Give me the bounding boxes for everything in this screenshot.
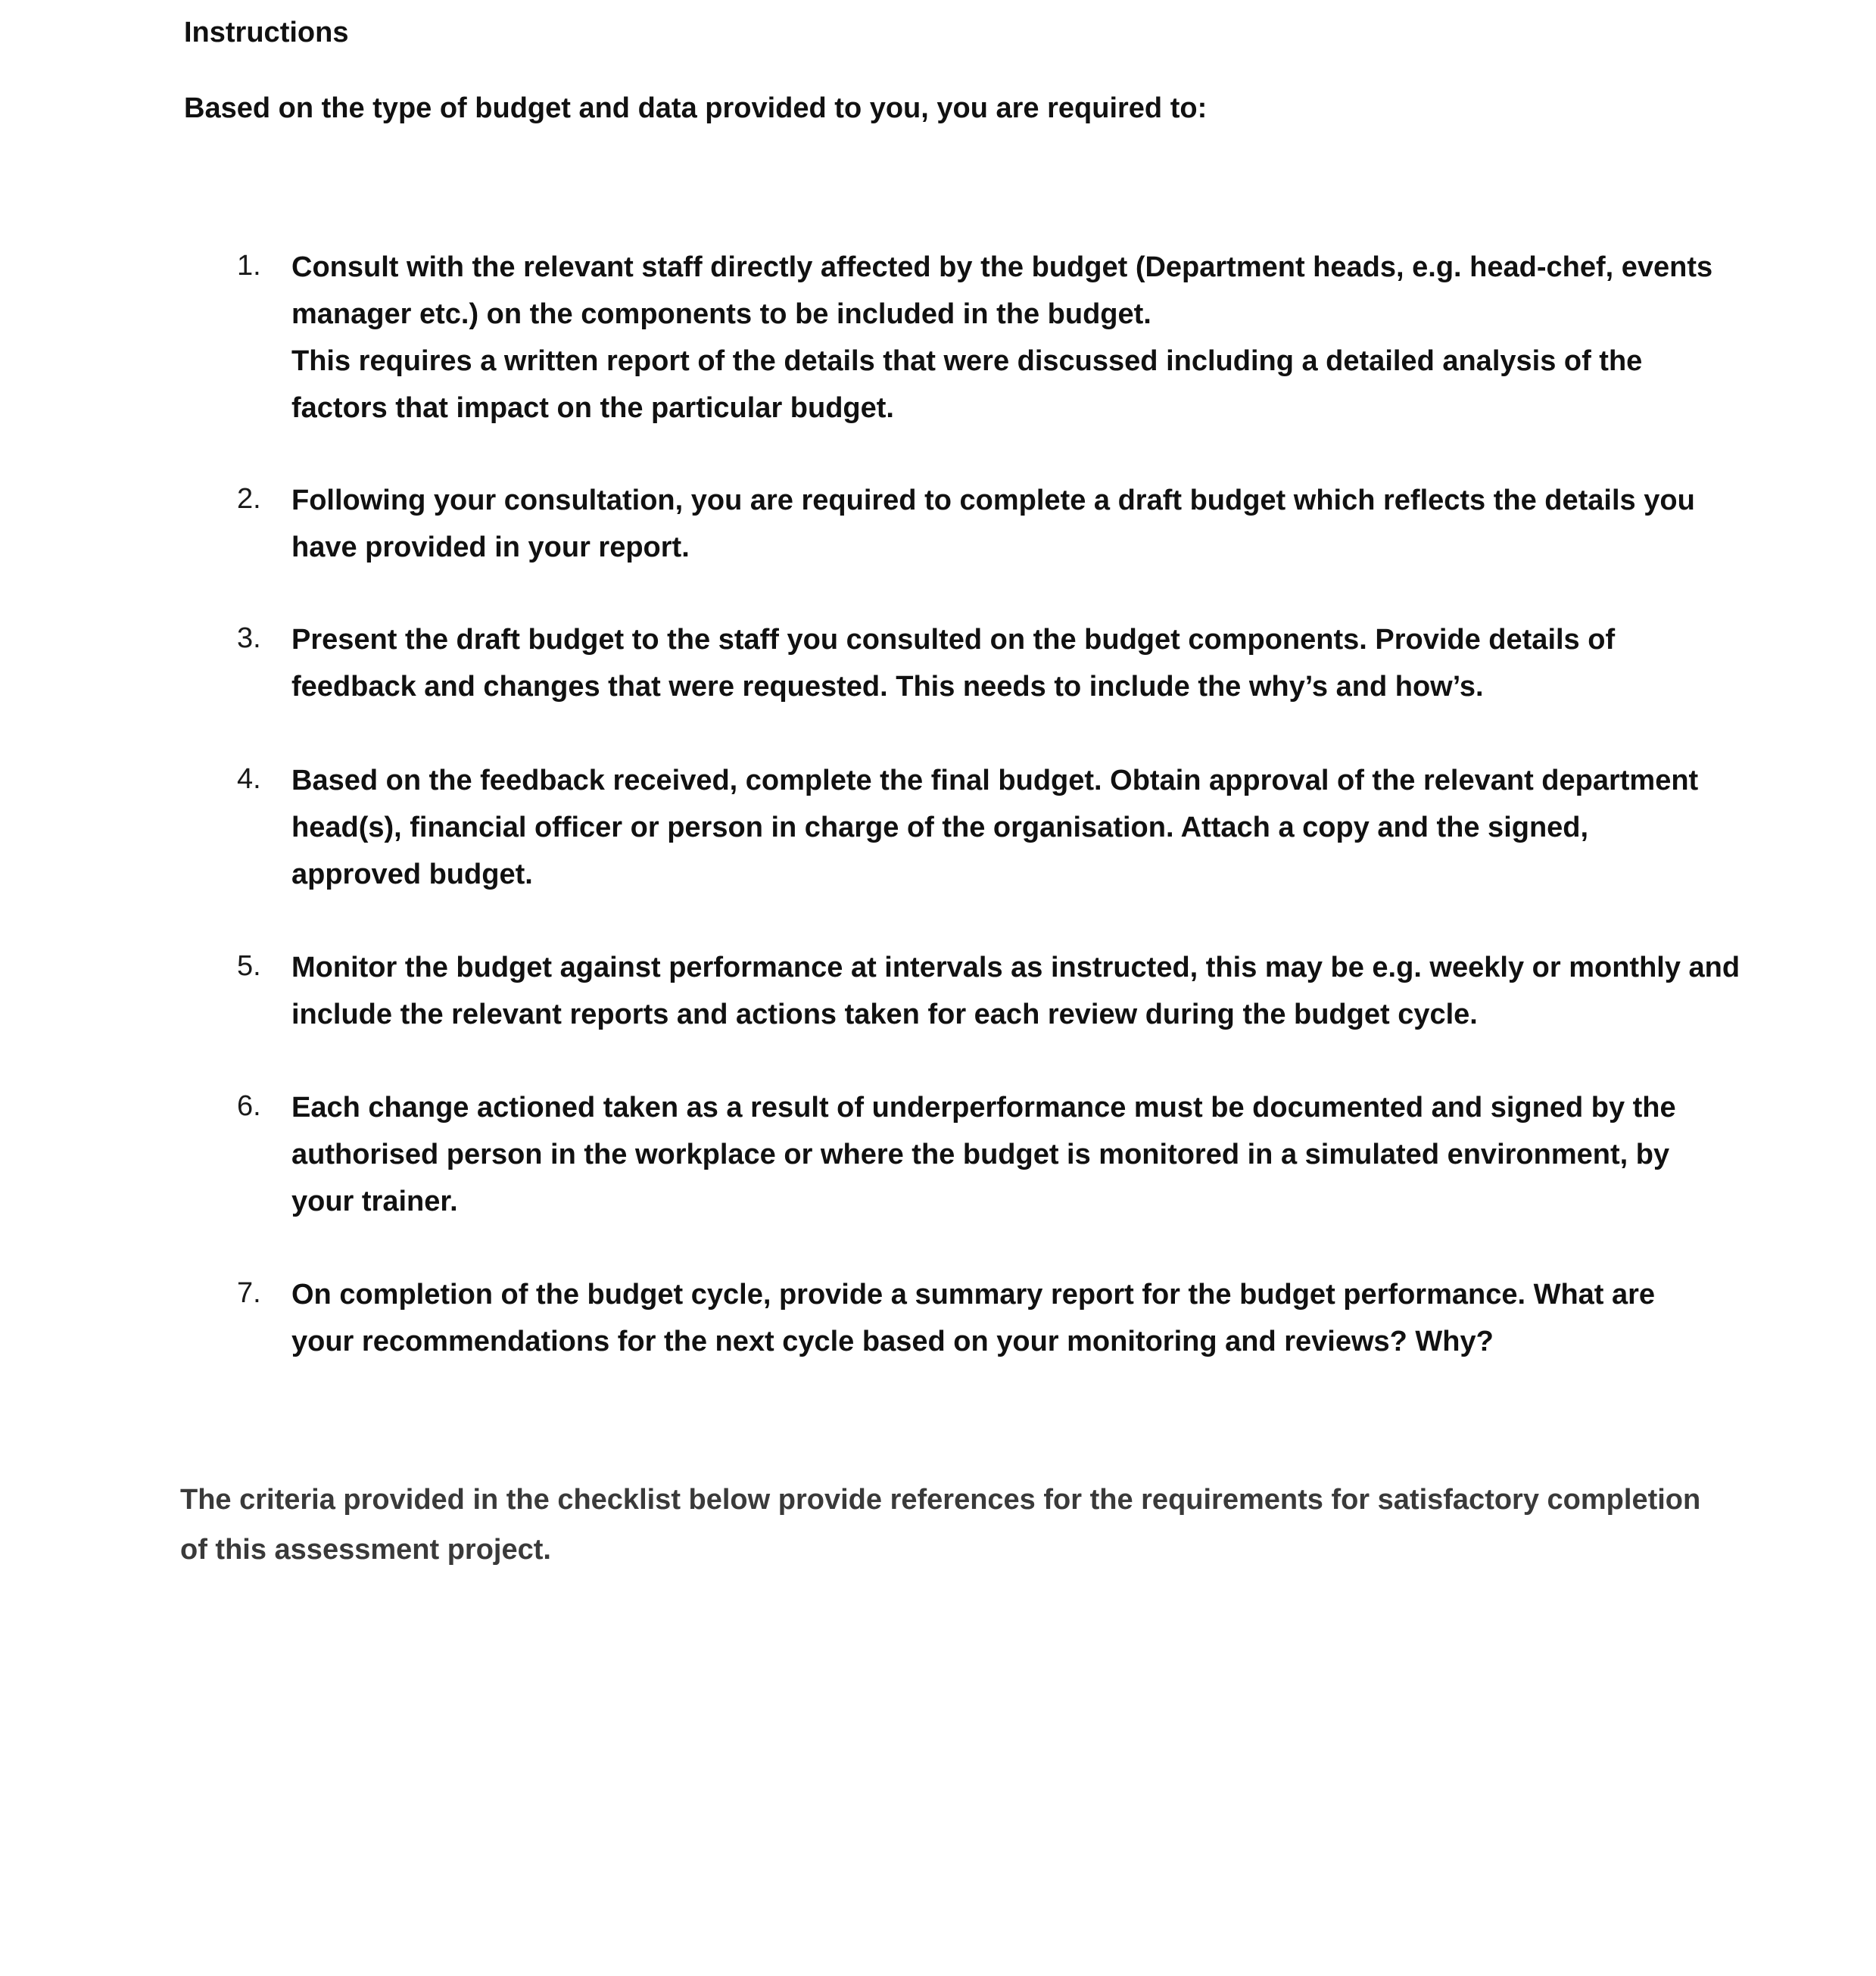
list-item-paragraph: Following your consultation, you are required to complete a draft budget which reflects the details you have provided in your report.: [291, 485, 1695, 563]
list-item-text: [291, 616, 1715, 710]
list-item-number: 5.: [237, 950, 261, 982]
list-item-text: [291, 1271, 1715, 1365]
list-item-number: 6.: [237, 1090, 261, 1122]
list-item-text: [291, 944, 1775, 1038]
criteria-note: The criteria provided in the checklist below provide references for the requirements for satisfactory completion of this assessment project.: [180, 1484, 1701, 1566]
list-item-text: [291, 757, 1715, 898]
list-item-paragraph: Present the draft budget to the staff you consulted on the budget components. Provide details of feedback and changes that were requested. This needs to include the why’s and how’s.: [291, 624, 1616, 703]
list-item-number: 4.: [237, 763, 261, 795]
list-item-text: [291, 477, 1715, 571]
list-item-paragraph: Monitor the budget against performance at intervals as instructed, this may be e.g. weekly or monthly and include the relevant reports and actions taken for each review during the budget cycle.: [291, 952, 1740, 1030]
list-item-text: [291, 244, 1715, 432]
list-item-number: 7.: [237, 1277, 261, 1309]
list-item-paragraph: On completion of the budget cycle, provide a summary report for the budget performance. What are your recommendations for the next cycle based on your monitoring and reviews? Why?: [291, 1279, 1656, 1357]
list-item-paragraph: Each change actioned taken as a result of underperformance must be documented and signed by the authorised person in the workplace or where the budget is monitored in a simulated environment, by your trainer.: [291, 1092, 1676, 1217]
page-heading: Instructions: [184, 17, 349, 48]
list-item-paragraph: Consult with the relevant staff directly affected by the budget (Department heads, e.g. head-chef, events manager etc.) on the components to be included in the budget.: [291, 251, 1713, 330]
list-item-paragraph: Based on the feedback received, complete the final budget. Obtain approval of the relevant department head(s), financial officer or person in charge of the organisation. Attach a copy and the signed, approved budget.: [291, 765, 1699, 890]
intro-text: Based on the type of budget and data provided to you, you are required to:: [184, 92, 1208, 124]
list-item-text: [291, 1084, 1715, 1225]
list-item-number: 1.: [237, 250, 261, 282]
list-item-number: 3.: [237, 622, 261, 654]
list-item-number: 2.: [237, 483, 261, 515]
list-item-paragraph: This requires a written report of the details that were discussed including a detailed analysis of the factors that impact on the particular budget.: [291, 345, 1643, 424]
